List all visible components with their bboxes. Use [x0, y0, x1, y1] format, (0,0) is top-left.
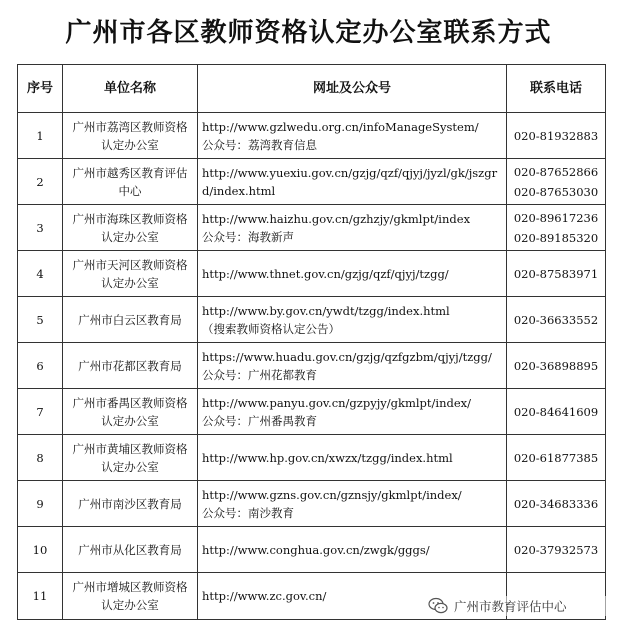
table-body	[18, 113, 606, 620]
phone-number: 020-36633552	[513, 312, 599, 327]
row-unit-name: 广州市番禺区教师资格认定办公室	[63, 389, 198, 435]
phone-number: 020-89185320	[513, 230, 599, 245]
row-unit-name: 广州市越秀区教育评估中心	[63, 159, 198, 205]
row-phones	[507, 113, 606, 159]
website-link[interactable]: http://www.panyu.gov.cn/gzpyjy/gkmlpt/index/	[202, 395, 472, 410]
row-web	[198, 527, 507, 573]
row-index: 7	[18, 389, 63, 435]
wechat-icon	[428, 597, 448, 615]
row-index: 1	[18, 113, 63, 159]
website-link[interactable]: http://www.gzns.gov.cn/gznsjy/gkmlpt/index/	[202, 487, 462, 502]
row-phones	[507, 389, 606, 435]
table-row	[18, 389, 606, 435]
row-unit-name: 广州市海珠区教师资格认定办公室	[63, 205, 198, 251]
row-web	[198, 159, 507, 205]
table-row	[18, 113, 606, 159]
phone-number: 020-34683336	[513, 496, 599, 511]
table-row	[18, 343, 606, 389]
table-row	[18, 297, 606, 343]
row-phones	[507, 159, 606, 205]
header-phone: 联系电话	[507, 65, 606, 113]
phone-number: 020-37932573	[513, 542, 599, 557]
table-header-row	[18, 65, 606, 113]
row-index: 8	[18, 435, 63, 481]
row-unit-name: 广州市黄埔区教师资格认定办公室	[63, 435, 198, 481]
row-web	[198, 205, 507, 251]
row-index: 9	[18, 481, 63, 527]
row-index: 3	[18, 205, 63, 251]
header-unit: 单位名称	[63, 65, 198, 113]
row-phones	[507, 343, 606, 389]
row-unit-name: 广州市天河区教师资格认定办公室	[63, 251, 198, 297]
row-web	[198, 481, 507, 527]
row-web	[198, 251, 507, 297]
phone-number: 020-81932883	[513, 128, 599, 143]
row-index: 6	[18, 343, 63, 389]
row-unit-name: 广州市白云区教育局	[63, 297, 198, 343]
website-link[interactable]: http://www.yuexiu.gov.cn/gzjg/qzf/qjyj/jyzl/gk/jszgrd/index.html	[202, 165, 498, 198]
contacts-table	[17, 64, 606, 620]
phone-number: 020-84641609	[513, 404, 599, 419]
header-index: 序号	[18, 65, 63, 113]
website-link[interactable]: http://www.gzlwedu.org.cn/infoManageSystem/	[202, 119, 479, 134]
row-web	[198, 343, 507, 389]
row-unit-name: 广州市从化区教育局	[63, 527, 198, 573]
website-link[interactable]: http://www.zc.gov.cn/	[202, 589, 327, 603]
row-unit-name: 广州市荔湾区教师资格认定办公室	[63, 113, 198, 159]
row-unit-name: 广州市增城区教师资格认定办公室	[63, 573, 198, 620]
web-note: 公众号：南沙教育	[202, 505, 294, 520]
phone-number: 020-87652866	[513, 164, 599, 179]
row-index: 10	[18, 527, 63, 573]
watermark	[428, 596, 612, 616]
table-row	[18, 481, 606, 527]
website-link[interactable]: http://www.by.gov.cn/ywdt/tzgg/index.html	[202, 303, 450, 318]
website-link[interactable]: http://www.hp.gov.cn/xwzx/tzgg/index.html	[202, 450, 453, 465]
row-phones	[507, 481, 606, 527]
watermark-text: 广州市教育评估中心	[454, 599, 567, 614]
header-web: 网址及公众号	[198, 65, 507, 113]
page-title: 广州市各区教师资格认定办公室联系方式	[65, 18, 552, 48]
table-row	[18, 159, 606, 205]
web-note: 公众号：荔湾教育信息	[202, 137, 317, 152]
row-web	[198, 113, 507, 159]
web-note: 公众号：海教新声	[202, 229, 294, 244]
row-phones	[507, 297, 606, 343]
web-note: 公众号：广州番禺教育	[202, 413, 317, 428]
phone-number: 020-87583971	[513, 266, 599, 281]
table-row	[18, 435, 606, 481]
phone-number: 020-89617236	[513, 210, 599, 225]
table-row	[18, 205, 606, 251]
row-phones	[507, 251, 606, 297]
row-phones	[507, 527, 606, 573]
phone-number: 020-87653030	[513, 184, 599, 199]
row-index: 4	[18, 251, 63, 297]
row-web	[198, 435, 507, 481]
row-unit-name: 广州市花都区教育局	[63, 343, 198, 389]
phone-number: 020-61877385	[513, 450, 599, 465]
row-unit-name: 广州市南沙区教育局	[63, 481, 198, 527]
row-phones	[507, 435, 606, 481]
web-note: 公众号：广州花都教育	[202, 367, 317, 382]
website-link[interactable]: http://www.conghua.gov.cn/zwgk/gggs/	[202, 542, 430, 557]
web-note: （搜索教师资格认定公告）	[202, 321, 340, 336]
row-index: 2	[18, 159, 63, 205]
row-index: 5	[18, 297, 63, 343]
row-web	[198, 389, 507, 435]
table-row	[18, 251, 606, 297]
row-index: 11	[18, 573, 63, 620]
row-web	[198, 297, 507, 343]
website-link[interactable]: http://www.thnet.gov.cn/gzjg/qzf/qjyj/tzgg/	[202, 266, 449, 281]
table-row	[18, 527, 606, 573]
phone-number: 020-36898895	[513, 358, 599, 373]
row-phones	[507, 205, 606, 251]
website-link[interactable]: https://www.huadu.gov.cn/gzjg/qzfgzbm/qjyj/tzgg/	[202, 349, 492, 364]
website-link[interactable]: http://www.haizhu.gov.cn/gzhzjy/gkmlpt/index	[202, 211, 471, 226]
